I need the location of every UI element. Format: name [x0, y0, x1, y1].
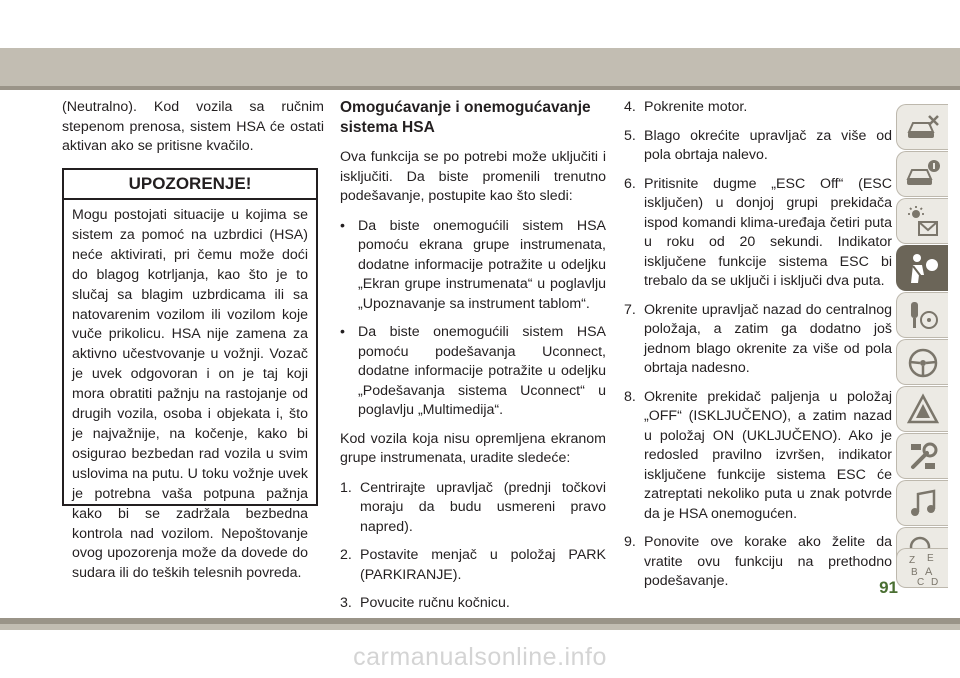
step-text: Blago okrećite upravljač za više od pola obrtaja nalevo. — [644, 127, 892, 163]
svg-text:D: D — [931, 577, 939, 587]
step-item — [340, 546, 606, 585]
chapter-tab-driving[interactable] — [896, 339, 948, 385]
top-divider — [0, 86, 960, 90]
step-text: Ponovite ove korake ako želite da vratite ovu funkciju na prethodno podešavanje. — [644, 534, 892, 589]
chapter-tab-getting-to-know[interactable] — [896, 151, 948, 197]
svg-text:A: A — [925, 566, 933, 578]
chapter-tab-safety[interactable] — [896, 245, 948, 291]
bullet-marker: • — [340, 324, 345, 340]
svg-text:Z: Z — [909, 555, 916, 566]
step-text: Pokrenite motor. — [644, 99, 748, 115]
bottom-decor-band — [0, 624, 960, 630]
steering-wheel-icon — [905, 345, 941, 381]
svg-text:C: C — [917, 577, 925, 587]
no-screen-paragraph: Kod vozila koja nisu opremljena ekranom grupe instrumenata, uradite sledeće: — [340, 430, 606, 466]
bullet-item — [340, 217, 606, 315]
svg-text:B: B — [911, 567, 918, 578]
warning-text: Mogu postojati situacije u kojima se sistem za pomoć na uzbrdici (HSA) neće aktivirati, pri čemu može doći do blagog kotrljanja, kao što je to slučaj sa blagim uzbrdicama ili sa natovarenim vozilom ili vozilom koje vuče prikolicu. HSA nije zamena za aktivno učestvovanje u vožnji. Vozač je uvek odgovoran i on je taj koji mora obratiti pažnju na rastojanje od drugih vozila, osoba i objekata i, što je najvažnije, na kočenje, kako bi osigurao bezbedan rad vozila u svim uslovima na putu. U toku vožnje uvek je potrebna vaša potpuna pažnja kako bi se zadržala bezbedna kontrola nad vozilom. Nepoštovanje ovog upozorenja može da dovede do sudara ili do teških telesnih povreda. — [72, 207, 308, 582]
warning-box — [62, 168, 318, 582]
chapter-tab-starting[interactable] — [896, 292, 948, 338]
step-item — [624, 98, 892, 118]
step-number: 1. — [340, 479, 352, 496]
step-number: 4. — [624, 99, 636, 115]
car-info-icon — [905, 157, 941, 193]
step-item — [624, 301, 892, 379]
page-number: 91 — [879, 578, 898, 597]
warning-lights-icon — [905, 204, 941, 240]
step-number: 8. — [624, 388, 636, 405]
top-decor-band — [0, 48, 960, 86]
step-item — [624, 388, 892, 525]
roadside-warning-icon — [905, 392, 941, 428]
step-number: 3. — [340, 595, 352, 611]
step-item — [340, 479, 606, 538]
key-start-icon — [905, 298, 941, 334]
step-text: Postavite menjač u položaj PARK (PARKIRANJE). — [360, 547, 606, 583]
seatbelt-airbag-icon — [905, 251, 941, 287]
svg-text:E: E — [927, 553, 934, 564]
chapter-tab-warning-lights[interactable] — [896, 198, 948, 244]
step-number: 9. — [624, 534, 636, 550]
maintenance-tools-icon — [905, 439, 941, 475]
bullet-item — [340, 323, 606, 421]
column-left — [62, 98, 324, 167]
step-number: 5. — [624, 127, 636, 144]
step-text: Pritisnite dugme „ESC Off“ (ESC isključen) u donjoj grupi prekidača ispod komandi klima-uređaja četiri puta u roku od 20 sekundi. Indikator isključene funkcije sistema ESC bi trebalo da se uključi i isključi dva puta. — [644, 175, 892, 289]
multimedia-icon — [905, 486, 941, 522]
chapter-tab-maintenance[interactable] — [896, 433, 948, 479]
bullet-text: Da biste onemogućili sistem HSA pomoću ekrana grupe instrumenata, dodatne informacije potražite u odeljku „Ekran grupe instrumenata“ u poglavlju „Upoznavanje sa instrument tablom“. — [358, 217, 606, 312]
bullet-marker: • — [340, 217, 345, 234]
step-text: Okrenite upravljač nazad do centralnog položaja, a zatim ga dodatno još jednom blago okrenite za više od pola obrtaja nadesno. — [644, 301, 892, 376]
chapter-tab-multimedia[interactable] — [896, 480, 948, 526]
chapter-tab-index[interactable] — [896, 548, 948, 588]
column-right — [624, 98, 892, 601]
section-intro: Ova funkcija se po potrebi može uključiti i isključiti. Da biste promenili trenutno podešavanje, postupite kao što sledi: — [340, 149, 606, 204]
step-number: 7. — [624, 301, 636, 318]
watermark: carmanualsonline.info — [353, 643, 607, 671]
step-text: Centrirajte upravljač (prednji točkovi moraju da budu usmereni pravo napred). — [360, 479, 606, 535]
section-heading: Omogućavanje i onemogućavanje sistema HSA — [340, 99, 591, 136]
chapter-tab-vehicle-intro[interactable] — [896, 104, 948, 150]
step-item — [340, 594, 606, 614]
column-middle — [340, 98, 606, 623]
step-number: 6. — [624, 175, 636, 192]
step-item — [624, 127, 892, 166]
step-number: 2. — [340, 547, 352, 563]
step-item — [624, 533, 892, 592]
bullet-text: Da biste onemogućili sistem HSA pomoću podešavanja Uconnect, dodatne informacije potražite u odeljku „Podešavanja sistema Uconnect“ u poglavlju „Multimedija“. — [358, 324, 606, 418]
intro-paragraph: (Neutralno). Kod vozila sa ručnim stepenom prenosa, sistem HSA će ostati aktivan ako se pritisne kvačilo. — [62, 99, 324, 154]
car-tools-icon — [905, 110, 941, 146]
chapter-tab-emergency[interactable] — [896, 386, 948, 432]
warning-title: UPOZORENJE! — [64, 170, 316, 200]
step-item — [624, 175, 892, 292]
step-text: Okrenite prekidač paljenja u položaj „OFF“ (ISKLJUČENO), a zatim nazad u položaj ON (UKLJUČENO). Ako je redosled pravilno izvršen, indikator isključene funkcije sistema ESC će zatreptati nekoliko puta u znak potvrde da je HSA onemogućen. — [644, 388, 892, 522]
step-text: Povucite ručnu kočnicu. — [360, 595, 510, 611]
index-letters-icon — [905, 551, 941, 587]
